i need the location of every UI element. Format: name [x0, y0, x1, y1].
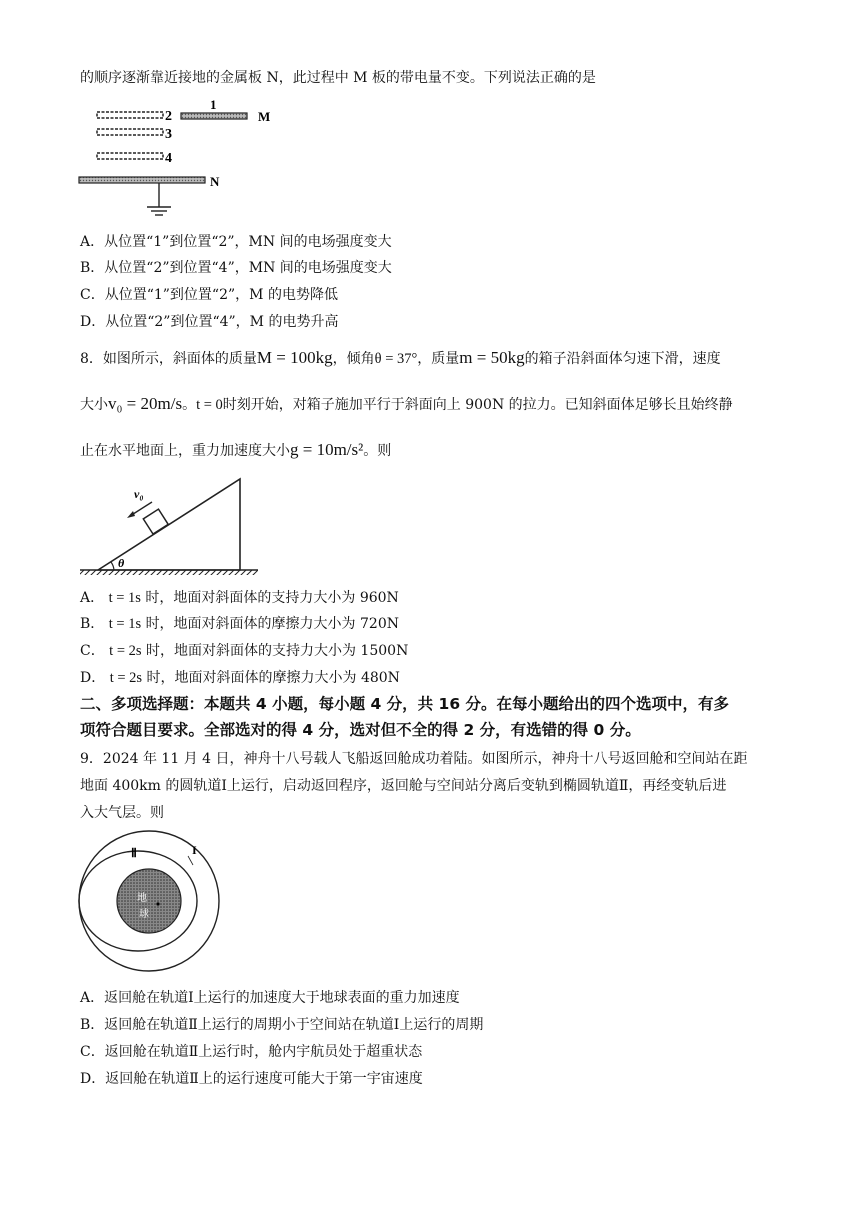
label-n: N: [210, 174, 220, 189]
label-m: M: [258, 109, 271, 124]
q7-option-d: D．从位置“2”到位置“4”，M 的电势升高: [80, 314, 339, 330]
plate-position-2: [97, 112, 163, 118]
q8-line-2: 大小v₀ = 20m/s。t = 0时刻开始，对箱子施加平行于斜面向上 900N 的拉力。已知斜面体足够长且始终静: [80, 394, 733, 413]
q9-line-3: 入大气层。则: [80, 805, 164, 821]
section2-heading-line-2: 项符合题目要求。全部选对的得 4 分，选对但不全的得 2 分，有选错的得 0 分。: [80, 721, 641, 739]
q8-line-3: 止在水平地面上，重力加速度大小g = 10m/s²。则: [80, 440, 392, 459]
plate-position-4: [97, 153, 163, 159]
q9-line-2: 地面 400km 的圆轨道Ⅰ上运行，启动返回程序，返回舱与空间站分离后变轨到椭圆轨道Ⅱ，再经变轨后进: [80, 778, 727, 794]
plate-n: [79, 177, 205, 183]
q8-option-d: D． t = 2s 时，地面对斜面体的摩擦力大小为 480N: [80, 670, 400, 686]
q9-option-b: B．返回舱在轨道Ⅱ上运行的周期小于空间站在轨道Ⅰ上运行的周期: [80, 1017, 484, 1033]
plate-position-3: [97, 129, 163, 135]
label-2: 2: [165, 109, 172, 124]
capacitor-figure: [76, 95, 271, 225]
orbit-2-label: Ⅱ: [131, 846, 137, 860]
earth-label-a: 地: [137, 893, 147, 904]
incline-figure: [78, 474, 268, 584]
q8-option-a: A． t = 1s 时，地面对斜面体的支持力大小为 960N: [80, 590, 399, 606]
plate-m: [181, 113, 247, 119]
q7-option-b: B．从位置“2”到位置“4”，MN 间的电场强度变大: [80, 260, 392, 276]
q8-option-c: C． t = 2s 时，地面对斜面体的支持力大小为 1500N: [80, 643, 409, 659]
q7-option-a: A．从位置“1”到位置“2”，MN 间的电场强度变大: [80, 234, 392, 250]
box: [143, 509, 168, 534]
theta-label: θ: [118, 556, 125, 570]
q8-line-1: 8．如图所示，斜面体的质量M = 100kg，倾角θ = 37°，质量m = 50kg的箱子沿斜面体匀速下滑，速度: [80, 348, 721, 367]
q7-intro: 的顺序逐渐靠近接地的金属板 N，此过程中 M 板的带电量不变。下列说法正确的是: [80, 70, 596, 86]
earth-label-b: 球: [139, 909, 149, 920]
q7-option-c: C．从位置“1”到位置“2”，M 的电势降低: [80, 287, 338, 303]
section2-heading-line-1: 二、多项选择题：本题共 4 小题，每小题 4 分，共 16 分。在每小题给出的四个选项中，有多: [80, 695, 730, 713]
earth: [117, 869, 181, 933]
label-3: 3: [165, 127, 172, 142]
label-4: 4: [165, 151, 172, 166]
orbit-1-label: I: [192, 843, 197, 857]
q9-option-a: A．返回舱在轨道Ⅰ上运行的加速度大于地球表面的重力加速度: [80, 990, 460, 1006]
q9-line-1: 9．2024 年 11 月 4 日，神舟十八号载人飞船返回舱成功着陆。如图所示，神舟十八号返回舱和空间站在距: [80, 751, 748, 767]
q9-option-d: D．返回舱在轨道Ⅱ上的运行速度可能大于第一宇宙速度: [80, 1071, 423, 1087]
orbit-figure: [76, 828, 226, 978]
q8-option-b: B． t = 1s 时，地面对斜面体的摩擦力大小为 720N: [80, 616, 399, 632]
q9-option-c: C．返回舱在轨道Ⅱ上运行时，舱内宇航员处于超重状态: [80, 1044, 423, 1060]
label-1: 1: [210, 97, 217, 112]
v0-label: v₀: [134, 487, 144, 501]
